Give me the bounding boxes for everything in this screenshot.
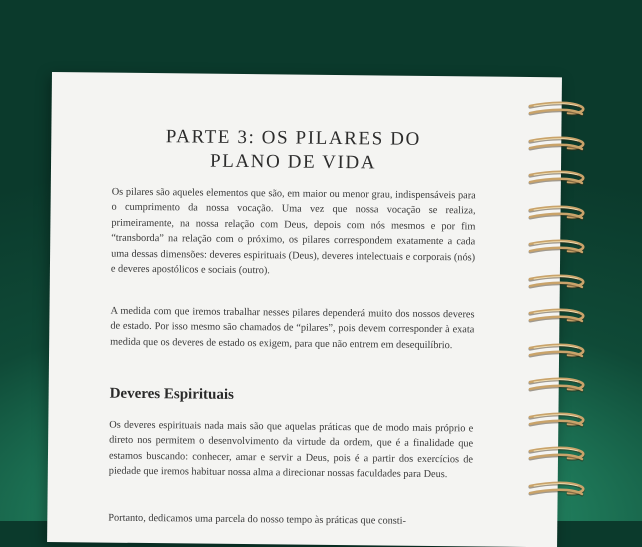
spiral-ring xyxy=(528,135,586,157)
paragraph-deveres: Os deveres espirituais nada mais são que aquelas práticas que de modo mais próprio e direto nos permitem o desenvolvimento da virtude da ordem, que é a finalidade que estamos buscando: conhecer, amar e servir a Deus, pois é a partir dos exercícios de piedade que iremos habituar nossa alma a direcionar nossas faculdades para Deus. xyxy=(108,419,474,481)
spiral-binding xyxy=(528,100,598,530)
spiral-ring xyxy=(528,307,586,329)
paragraph-portanto: Portanto, dedicamos uma parcela do nosso tempo às práticas que consti- xyxy=(108,512,407,527)
spiral-ring xyxy=(528,238,586,260)
spiral-ring xyxy=(528,169,586,191)
notebook-page xyxy=(47,72,562,547)
spiral-ring xyxy=(528,273,586,295)
spiral-ring xyxy=(528,480,586,502)
paragraph-medida: A medida com que iremos trabalhar nesses pilares dependerá muito dos nossos deveres de estado. Por isso mesmo são chamados de “pilares”, pois devem corresponder à exata medida que os deveres de estado os exigem, para que não entrem em desequilíbrio. xyxy=(110,305,475,352)
spiral-ring xyxy=(528,411,586,433)
spiral-ring xyxy=(528,376,586,398)
page-title xyxy=(111,125,475,177)
title-line-1: PARTE 3: OS PILARES DO xyxy=(165,126,421,150)
paragraph-pilares: Os pilares são aqueles elementos que são, em maior ou menor grau, indispensáveis para o cumprimento da nossa vocação. Uma vez que nossa vocação se realiza, primeiramente, na nossa relação com Deus, depois com nós mesmos e por fim “transborda” na relação com o próximo, os pilares correspondem exatamente a cada uma dessas dimensões: deveres espirituais (Deus), deveres intelectuais e corporais (nós) e deveres apostólicos e sociais (outro). xyxy=(110,186,476,277)
spiral-ring xyxy=(528,445,586,467)
spiral-ring xyxy=(528,100,586,122)
spiral-ring xyxy=(528,342,586,364)
title-line-2: PLANO DE VIDA xyxy=(209,150,377,174)
spiral-ring xyxy=(528,204,586,226)
section-heading: Deveres Espirituais xyxy=(109,385,235,403)
